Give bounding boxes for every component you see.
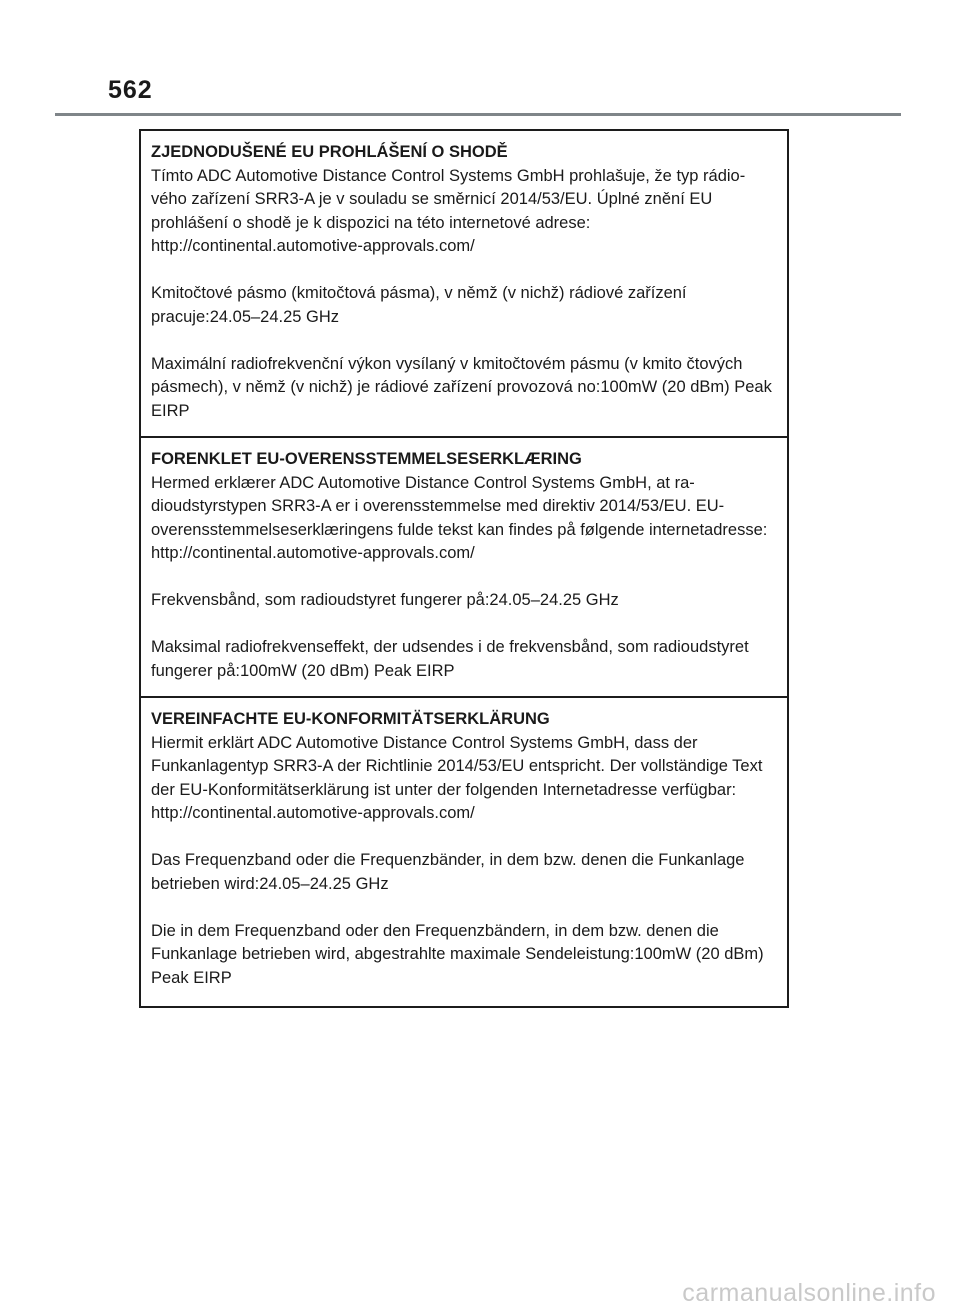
declaration-statement: Hiermit erklärt ADC Automotive Distance Control Systems GmbH, dass der Funkanlagentyp SRR3-A der Richtlinie 2014/53/EU entspricht. Der vollständige Text der EU-Konformitätserklärung ist unter der folgenden Internetadresse verfügbar:	[151, 733, 763, 799]
max-power-text: Maksimal radiofrekvenseffekt, der udsendes i de frekvensbånd, som radioudstyret fungerer på:100mW (20 dBm) Peak EIRP	[151, 638, 749, 680]
declaration-statement: Hermed erklærer ADC Automotive Distance Control Systems GmbH, at ra-dioudstyrstypen SRR3-A er i overensstemmelse med direktiv 2014/53/EU. EU-overensstemmelseserklæringens fulde tekst kan findes på følgende internetadresse:	[151, 473, 768, 539]
section-text	[151, 165, 779, 259]
declaration-url: http://continental.automotive-approvals.com/	[151, 237, 475, 255]
declaration-statement: Tímto ADC Automotive Distance Control Systems GmbH prohlašuje, že typ rádio-vého zařízení SRR3-A je v souladu se směrnicí 2014/53/EU. Úplné znění EU prohlášení o shodě je k dispozici na této internetové adrese:	[151, 166, 746, 232]
declaration-section-danish	[141, 438, 787, 698]
section-text	[151, 472, 779, 566]
declaration-url: http://continental.automotive-approvals.com/	[151, 544, 475, 562]
max-power-text: Maximální radiofrekvenční výkon vysílaný v kmitočtovém pásmu (v kmito čtových pásmech), v němž (v nichž) je rádiové zařízení provozová no:100mW (20 dBm) Peak EIRP	[151, 354, 772, 420]
frequency-band-text: Kmitočtové pásmo (kmitočtová pásma), v němž (v nichž) rádiové zařízení pracuje:24.05–24.25 GHz	[151, 284, 687, 326]
watermark-text: carmanualsonline.info	[682, 1279, 936, 1307]
declaration-box	[139, 129, 789, 1008]
frequency-band-text: Frekvensbånd, som radioudstyret fungerer på:24.05–24.25 GHz	[151, 591, 619, 609]
max-power-text: Die in dem Frequenzband oder den Frequenzbändern, in dem bzw. denen die Funkanlage betrieben wird, abgestrahlte maximale Sendeleistung:100mW (20 dBm) Peak EIRP	[151, 921, 764, 987]
page-number: 562	[108, 76, 153, 104]
header-rule	[55, 113, 901, 116]
frequency-band-text: Das Frequenzband oder die Frequenzbänder, in dem bzw. denen die Funkanlage betrieben wird:24.05–24.25 GHz	[151, 851, 745, 893]
declaration-url: http://continental.automotive-approvals.com/	[151, 804, 475, 822]
declaration-section-czech	[141, 131, 787, 438]
declaration-section-german	[141, 698, 787, 1006]
section-title: FORENKLET EU-OVERENSSTEMMELSESERKLÆRING	[151, 450, 582, 468]
section-title: VEREINFACHTE EU-KONFORMITÄTSERKLÄRUNG	[151, 710, 550, 728]
section-text	[151, 732, 779, 826]
section-title: ZJEDNODUŠENÉ EU PROHLÁŠENÍ O SHODĚ	[151, 143, 508, 161]
